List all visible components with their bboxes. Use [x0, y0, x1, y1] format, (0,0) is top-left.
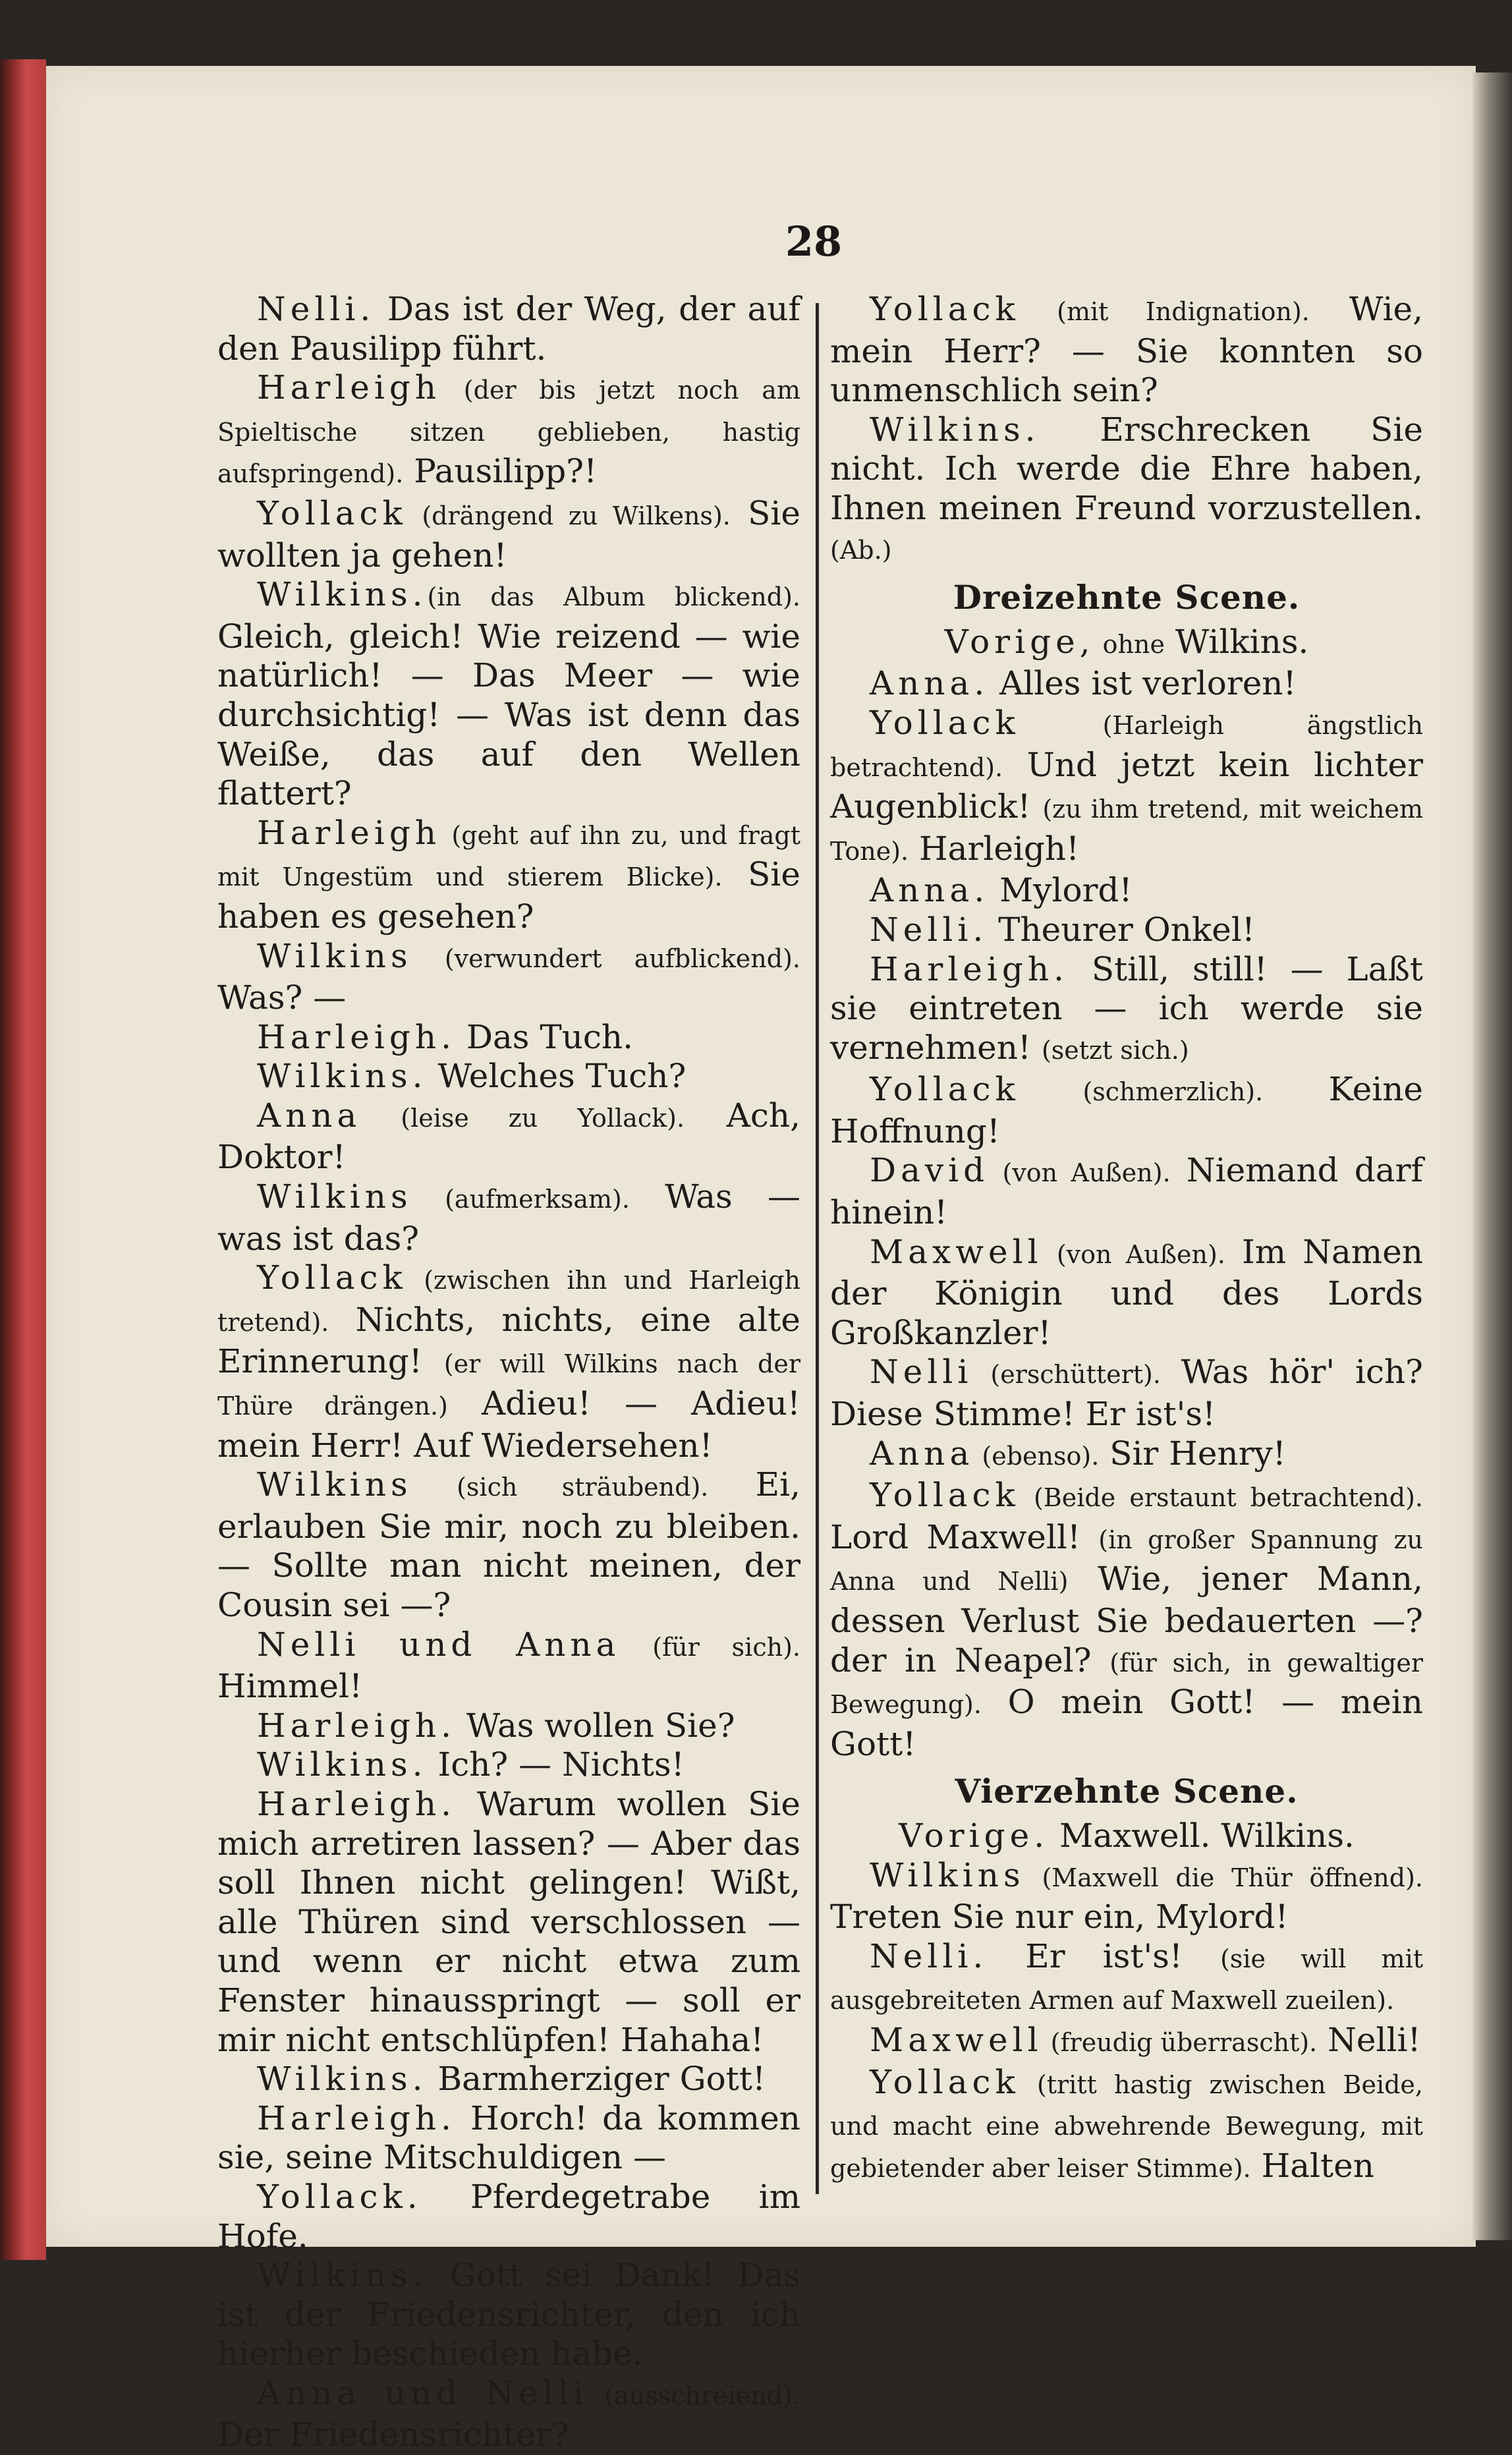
dialogue-text: Adieu! — Adieu! mein Herr! Auf Wiedersehen!: [217, 1384, 800, 1465]
stage-direction: (von Außen).: [989, 1158, 1171, 1188]
dialogue-text: Was wollen Sie?: [456, 1706, 735, 1745]
dialogue-paragraph: [830, 911, 1423, 950]
left-column: [217, 290, 800, 2455]
dialogue-text: Was — was ist das?: [217, 1177, 800, 1258]
speaker-name: Nelli.: [870, 910, 988, 949]
speaker-name: Yollack: [870, 2062, 1020, 2101]
scene-heading: Dreizehnte Scene.: [953, 578, 1301, 617]
stage-direction: (für sich).: [620, 1632, 800, 1662]
dialogue-text: Das ist der Weg, der auf den Pausilipp führt.: [217, 290, 800, 368]
speaker-name: Harleigh.: [257, 1706, 456, 1745]
speaker-name: Vorige,: [944, 622, 1095, 661]
speaker-name: Yollack: [257, 1258, 407, 1297]
dialogue-text: Niemand darf hinein!: [830, 1151, 1423, 1232]
dialogue-text: Das Tuch.: [456, 1017, 633, 1056]
right-column: [830, 290, 1423, 2188]
dialogue-text: Und jetzt kein lichter Augenblick!: [830, 745, 1423, 826]
speaker-name: Wilkins: [257, 1465, 412, 1504]
dialogue-text: Er ist's!: [988, 1936, 1221, 1975]
dialogue-text: Alles ist verloren!: [989, 664, 1297, 703]
stage-direction: (zu ihm tretend, mit weichem Tone).: [830, 795, 1423, 866]
dialogue-paragraph: [217, 1707, 800, 1746]
dialogue-text: Ei, erlauben Sie mir, noch zu bleiben. — Sollte man nicht meinen, der Cousin sei —?: [217, 1465, 800, 1624]
dialogue-paragraph: [217, 1018, 800, 1058]
scene-heading: Vierzehnte Scene.: [955, 1772, 1299, 1811]
speaker-name: Yollack: [870, 1070, 1020, 1109]
dialogue-text: Was hör' ich? Diese Stimme! Er ist's!: [830, 1353, 1423, 1434]
speaker-name: Wilkins.: [257, 1057, 428, 1096]
dialogue-paragraph: [217, 575, 800, 814]
speaker-name: Nelli und Anna: [257, 1625, 621, 1664]
dialogue-paragraph: [830, 290, 1423, 410]
dialogue-paragraph: [217, 1745, 800, 1785]
dialogue-paragraph: [217, 368, 800, 494]
dialogue-paragraph: [830, 1476, 1423, 1764]
speaker-name: Harleigh.: [257, 1017, 456, 1056]
speaker-name: Wilkins.: [870, 410, 1040, 449]
dialogue-text: Ich? — Nichts!: [427, 1745, 685, 1784]
dialogue-text: O mein Gott! — mein Gott!: [830, 1683, 1423, 1763]
dialogue-text: Nelli!: [1317, 2020, 1421, 2059]
speaker-name: Wilkins: [257, 936, 412, 975]
speaker-name: Yollack: [870, 290, 1020, 328]
dialogue-text: Himmel!: [217, 1667, 363, 1706]
dialogue-text: Lord Maxwell!: [830, 1517, 1099, 1556]
stage-direction: (schmerzlich).: [1019, 1077, 1264, 1107]
column-rule: [816, 303, 819, 2194]
dialogue-paragraph: [217, 1057, 800, 1096]
dialogue-text: Gott sei Dank! Das ist der Friedensrichter, den ich hierher beschieden habe.: [217, 2256, 800, 2373]
dialogue-paragraph: [217, 1258, 800, 1465]
speaker-name: Harleigh.: [257, 2099, 456, 2137]
speaker-name: Yollack.: [257, 2177, 422, 2216]
speaker-name: Wilkins.: [257, 2256, 428, 2295]
stage-direction: (in großer Spannung zu Anna und Nelli): [830, 1525, 1424, 1596]
speaker-name: Nelli.: [870, 1936, 988, 1975]
speaker-name: Maxwell: [870, 1232, 1043, 1271]
stage-direction: (aufmerksam).: [412, 1185, 630, 1214]
dialogue-text: Gleich, gleich!: [217, 617, 478, 656]
stage-direction: (er will Wilkins nach der Thüre drängen.): [217, 1349, 801, 1421]
stage-direction: (setzt sich.): [1041, 1035, 1189, 1065]
dialogue-text: Der Friedensrichter?: [217, 2415, 569, 2454]
speaker-name: Anna: [870, 1434, 974, 1473]
dialogue-paragraph: [830, 664, 1423, 704]
stage-direction: (zwischen ihn und Harleigh tretend).: [217, 1266, 800, 1337]
dialogue-text: Keine Hoffnung!: [830, 1070, 1423, 1150]
speaker-name: Nelli: [870, 1353, 973, 1392]
dialogue-paragraph: [830, 1070, 1423, 1151]
dialogue-paragraph: [217, 1465, 800, 1625]
dialogue-text: Still, still! — Laßt sie eintreten — ich werde sie vernehmen!: [830, 949, 1423, 1067]
dialogue-text: Wie, jener Mann, dessen Verlust Sie bedauerten —? der in Neapel?: [830, 1560, 1424, 1679]
dialogue-paragraph: [830, 1937, 1423, 2021]
dialogue-paragraph: [217, 2099, 800, 2178]
dialogue-text: Wilkins.: [1164, 622, 1309, 661]
dialogue-paragraph: [217, 2256, 800, 2374]
dialogue-text: Im Namen der Königin und des Lords Großkanzler!: [830, 1232, 1424, 1352]
dialogue-text: Treten Sie nur ein, Mylord!: [830, 1898, 1289, 1936]
dialogue-text: Ach, Doktor!: [217, 1096, 800, 1177]
dialogue-paragraph: [217, 494, 800, 575]
dialogue-paragraph: [830, 1817, 1423, 1856]
dialogue-paragraph: [830, 623, 1423, 665]
speaker-name: Yollack: [870, 703, 1020, 742]
dialogue-paragraph: [217, 290, 800, 368]
speaker-name: Anna: [257, 1096, 362, 1135]
stage-direction: (mit Indignation).: [1019, 297, 1310, 326]
dialogue-paragraph: [217, 937, 800, 1018]
dialogue-text: Sie haben es gesehen?: [217, 855, 800, 936]
speaker-name: Harleigh: [257, 368, 441, 407]
dialogue-paragraph: [830, 410, 1423, 570]
speaker-name: Yollack: [257, 494, 407, 532]
dialogue-text: Wie reizend — wie natürlich! — Das Meer — wie durchsichtig! — Was ist denn das Weiße, das auf den Wellen flattert?: [217, 617, 801, 813]
speaker-name: Anna.: [870, 871, 990, 910]
dialogue-paragraph: [217, 1177, 800, 1258]
speaker-name: David: [870, 1151, 990, 1190]
dialogue-paragraph: [217, 1785, 800, 2060]
stage-direction: (ebenso).: [974, 1441, 1100, 1471]
dialogue-paragraph: [217, 2178, 800, 2256]
dialogue-paragraph: [830, 2063, 1423, 2189]
speaker-name: Wilkins: [870, 1855, 1025, 1894]
dialogue-paragraph: [830, 1856, 1423, 1937]
stage-direction: (verwundert aufblickend).: [412, 944, 800, 973]
stage-direction: (Beide erstaunt betrachtend).: [1019, 1483, 1423, 1513]
speaker-name: Wilkins.: [257, 575, 428, 614]
speaker-name: Harleigh: [257, 813, 441, 852]
dialogue-text: Sie wollten ja gehen!: [217, 494, 800, 575]
dialogue-paragraph: [830, 871, 1423, 911]
stage-direction: (ausschreiend).: [588, 2381, 800, 2410]
stage-direction: (geht auf ihn zu, und fragt mit Ungestüm und stierem Blicke).: [217, 820, 800, 892]
dialogue-text: Maxwell. Wilkins.: [1049, 1816, 1355, 1855]
dialogue-paragraph: [830, 950, 1423, 1071]
speaker-name: Harleigh.: [870, 949, 1069, 988]
stage-direction: (Ab.): [830, 535, 892, 565]
dialogue-paragraph: [830, 1353, 1423, 1434]
dialogue-text: Was? —: [217, 978, 347, 1017]
speaker-name: Yollack: [870, 1476, 1020, 1515]
stage-direction: (der bis jetzt noch am Spieltische sitzen geblieben, hastig aufspringend).: [217, 376, 800, 489]
stage-direction: (Harleigh ängstlich betrachtend).: [830, 710, 1423, 782]
stage-direction: (von Außen).: [1042, 1239, 1225, 1269]
dialogue-text: Wie, mein Herr? — Sie konnten so unmenschlich sein?: [830, 290, 1423, 410]
book-binding: [0, 59, 46, 2260]
dialogue-text: Erschrecken Sie nicht. Ich werde die Ehre haben, Ihnen meinen Freund vorzustellen.: [830, 410, 1423, 527]
dialogue-text: Warum wollen Sie mich arretiren lassen? — Aber das soll Ihnen nicht gelingen! Wißt, alle Thüren sind verschlossen — und wenn er nicht etwa zum Fenster hinausspringt — soll er mir nicht entschlüpfen! Hahaha!: [217, 1784, 800, 2059]
page-edge: [1472, 72, 1512, 2240]
stage-direction: (tritt hastig zwischen Beide, und macht eine abwehrende Bewegung, mit gebietender aber leiser Stimme).: [830, 2070, 1423, 2183]
dialogue-paragraph: [830, 2021, 1423, 2063]
dialogue-text: Nichts, nichts, eine alte Erinnerung!: [217, 1300, 800, 1381]
stage-direction: (drängend zu Wilkens).: [406, 501, 731, 530]
dialogue-text: Welches Tuch?: [427, 1057, 686, 1096]
speaker-name: Anna.: [870, 664, 990, 703]
dialogue-text: Mylord!: [989, 871, 1133, 910]
stage-direction: (sich sträubend).: [412, 1473, 709, 1502]
dialogue-paragraph: [217, 814, 800, 937]
speaker-name: Anna und Nelli: [257, 2373, 588, 2412]
dialogue-paragraph: [217, 2374, 800, 2455]
dialogue-text: Theurer Onkel!: [988, 910, 1255, 949]
stage-direction: (leise zu Yollack).: [361, 1103, 685, 1133]
stage-direction: (sie will mit ausgebreiteten Armen auf Maxwell zueilen).: [830, 1944, 1423, 2016]
dialogue-text: Horch! da kommen sie, seine Mitschuldigen —: [217, 2099, 800, 2177]
speaker-name: Harleigh.: [257, 1784, 456, 1823]
dialogue-text: Harleigh!: [909, 829, 1080, 868]
dialogue-text: Pausilipp?!: [403, 452, 598, 491]
page-number: 28: [785, 217, 843, 266]
speaker-name: Maxwell: [870, 2020, 1043, 2059]
stage-direction: (für sich, in gewaltiger Bewegung).: [830, 1648, 1424, 1720]
stage-direction: (erschüttert).: [972, 1360, 1161, 1390]
stage-direction: ohne: [1094, 629, 1165, 659]
dialogue-paragraph: [830, 1233, 1423, 1353]
dialogue-paragraph: [217, 1625, 800, 1707]
speaker-name: Vorige.: [899, 1816, 1050, 1855]
stage-direction: (freudig überrascht).: [1042, 2027, 1318, 2057]
stage-direction: (in das Album blickend).: [427, 582, 800, 612]
dialogue-text: Sir Henry!: [1099, 1434, 1286, 1473]
speaker-name: Wilkins.: [257, 1745, 428, 1784]
speaker-name: Nelli.: [257, 290, 376, 328]
dialogue-paragraph: [830, 1151, 1423, 1232]
dialogue-text: Halten: [1250, 2146, 1374, 2185]
dialogue-text: Barmherziger Gott!: [427, 2060, 766, 2099]
dialogue-paragraph: [830, 704, 1423, 871]
dialogue-text: Pferdegetrabe im Hofe.: [217, 2177, 800, 2255]
dialogue-paragraph: [217, 2060, 800, 2099]
speaker-name: Wilkins: [257, 1177, 412, 1216]
dialogue-paragraph: [830, 1434, 1423, 1477]
speaker-name: Wilkins.: [257, 2060, 428, 2099]
dialogue-paragraph: [217, 1096, 800, 1177]
stage-direction: (Maxwell die Thür öffnend).: [1024, 1863, 1423, 1892]
